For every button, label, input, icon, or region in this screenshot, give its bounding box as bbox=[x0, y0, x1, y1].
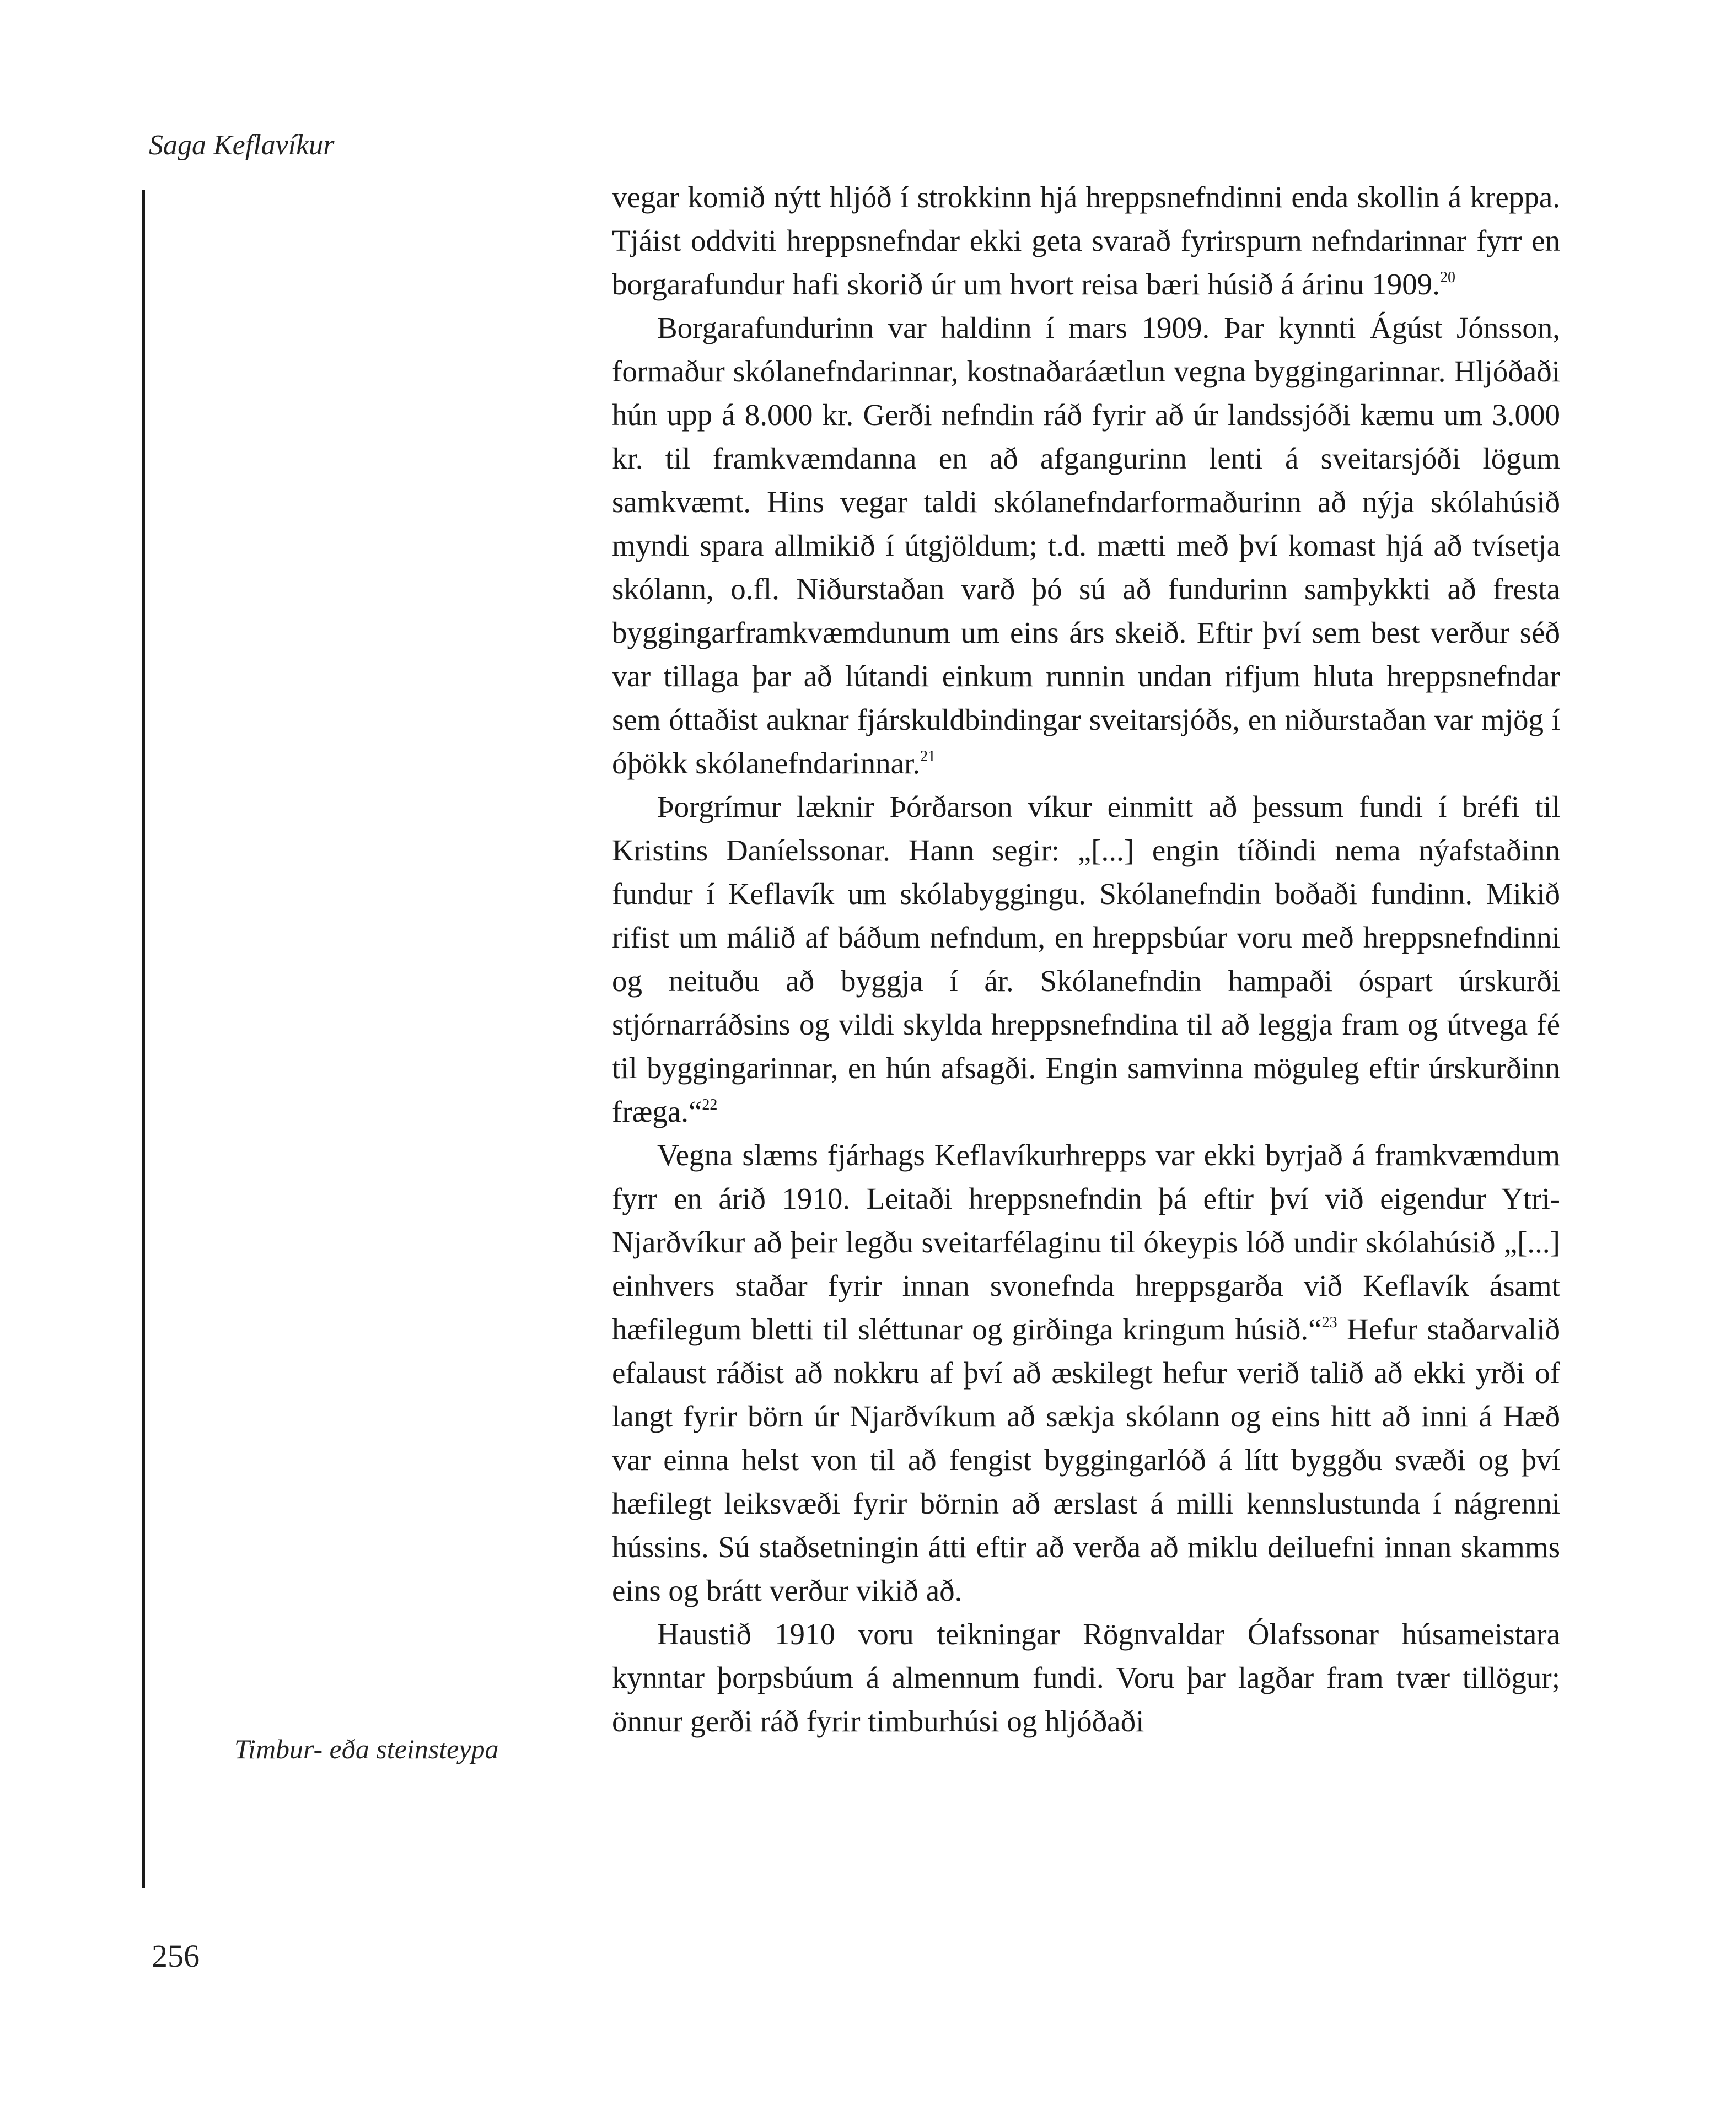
paragraph-text: vegar komið nýtt hljóð í strokkinn hjá hreppsnefndinni enda skollin á kreppa. Tjáist oddviti hreppsnefndar ekki geta svarað fyrirspurn nefndarinnar fyrr en borgarafundur hafi skorið úr um hvort reisa bæri húsið á árinu 1909. bbox=[612, 180, 1560, 301]
paragraph bbox=[612, 1612, 1560, 1743]
footnote-ref: 23 bbox=[1321, 1314, 1337, 1331]
paragraph bbox=[612, 785, 1560, 1133]
margin-rule bbox=[142, 190, 145, 1888]
paragraph-text: Þorgrímur læknir Þórðarson víkur einmitt að þessum fundi í bréfi til Kristins Daníelssonar. Hann segir: „[...] engin tíðindi nema nýafstaðinn fundur í Keflavík um skólabyggingu. Skólanefndin boðaði fundinn. Mikið rifist um málið af báðum nefndum, en hreppsbúar voru með hreppsnefndinni og neituðu að byggja í ár. Skólanefndin hampaði óspart úrskurði stjórnarráðsins og vildi skylda hreppsnefndina til að leggja fram og útvega fé til byggingarinnar, en hún afsagði. Engin samvinna möguleg eftir úrskurðinn fræga.“ bbox=[612, 790, 1560, 1128]
body-text bbox=[612, 175, 1560, 1743]
side-note: Timbur- eða steinsteypa bbox=[234, 1734, 499, 1764]
footnote-ref: 21 bbox=[920, 748, 936, 765]
footnote-ref: 20 bbox=[1440, 269, 1455, 286]
page-number: 256 bbox=[152, 1938, 200, 1974]
running-header: Saga Keflavíkur bbox=[149, 130, 335, 161]
paragraph-text: Borgarafundurinn var haldinn í mars 1909. Þar kynnti Ágúst Jónsson, formaður skólanefndarinnar, kostnaðaráætlun vegna byggingarinnar. Hljóðaði hún upp á 8.000 kr. Gerði nefndin ráð fyrir að úr landssjóði kæmu um 3.000 kr. til framkvæmdanna en að afgangurinn lenti á sveitarsjóði lögum samkvæmt. Hins vegar taldi skólanefndarformaðurinn að nýja skólahúsið myndi spara allmikið í útgjöldum; t.d. mætti með því komast hjá að tvísetja skólann, o.fl. Niðurstaðan varð þó sú að fundurinn samþykkti að fresta byggingarframkvæmdunum um eins árs skeið. Eftir því sem best verður séð var tillaga þar að lútandi einkum runnin undan rifjum hluta hreppsnefndar sem óttaðist auknar fjárskuldbindingar sveitarsjóðs, en niðurstaðan var mjög í óþökk skólanefndarinnar. bbox=[612, 311, 1560, 780]
paragraph bbox=[612, 175, 1560, 306]
paragraph-text: Hefur staðarvalið efalaust ráðist að nokkru af því að æskilegt hefur verið talið að ekki yrði of langt fyrir börn úr Njarðvíkum að sækja skólann og eins hitt að inni á Hæð var einna helst von til að fengist byggingarlóð á lítt byggðu svæði og því hæfilegt leiksvæði fyrir börnin að ærslast á milli kennslustunda í nágrenni hússins. Sú staðsetningin átti eftir að verða að miklu deiluefni innan skamms eins og brátt verður vikið að. bbox=[612, 1312, 1561, 1607]
paragraph-text: Vegna slæms fjárhags Keflavíkurhrepps var ekki byrjað á framkvæmdum fyrr en árið 1910. Leitaði hreppsnefndin þá eftir því við eigendur Ytri-Njarðvíkur að þeir legðu sveitarfélaginu til ókeypis lóð undir skólahúsið „[...] einhvers staðar fyrir innan svonefnda hreppsgarða við Keflavík ásamt hæfilegum bletti til sléttunar og girðinga kringum húsið.“ bbox=[612, 1138, 1560, 1346]
footnote-ref: 22 bbox=[702, 1096, 718, 1113]
paragraph-text: Haustið 1910 voru teikningar Rögnvaldar Ólafssonar húsameistara kynntar þorpsbúum á almennum fundi. Voru þar lagðar fram tvær tillögur; önnur gerði ráð fyrir timburhúsi og hljóðaði bbox=[612, 1617, 1560, 1738]
paragraph bbox=[612, 306, 1560, 785]
paragraph bbox=[612, 1133, 1560, 1612]
